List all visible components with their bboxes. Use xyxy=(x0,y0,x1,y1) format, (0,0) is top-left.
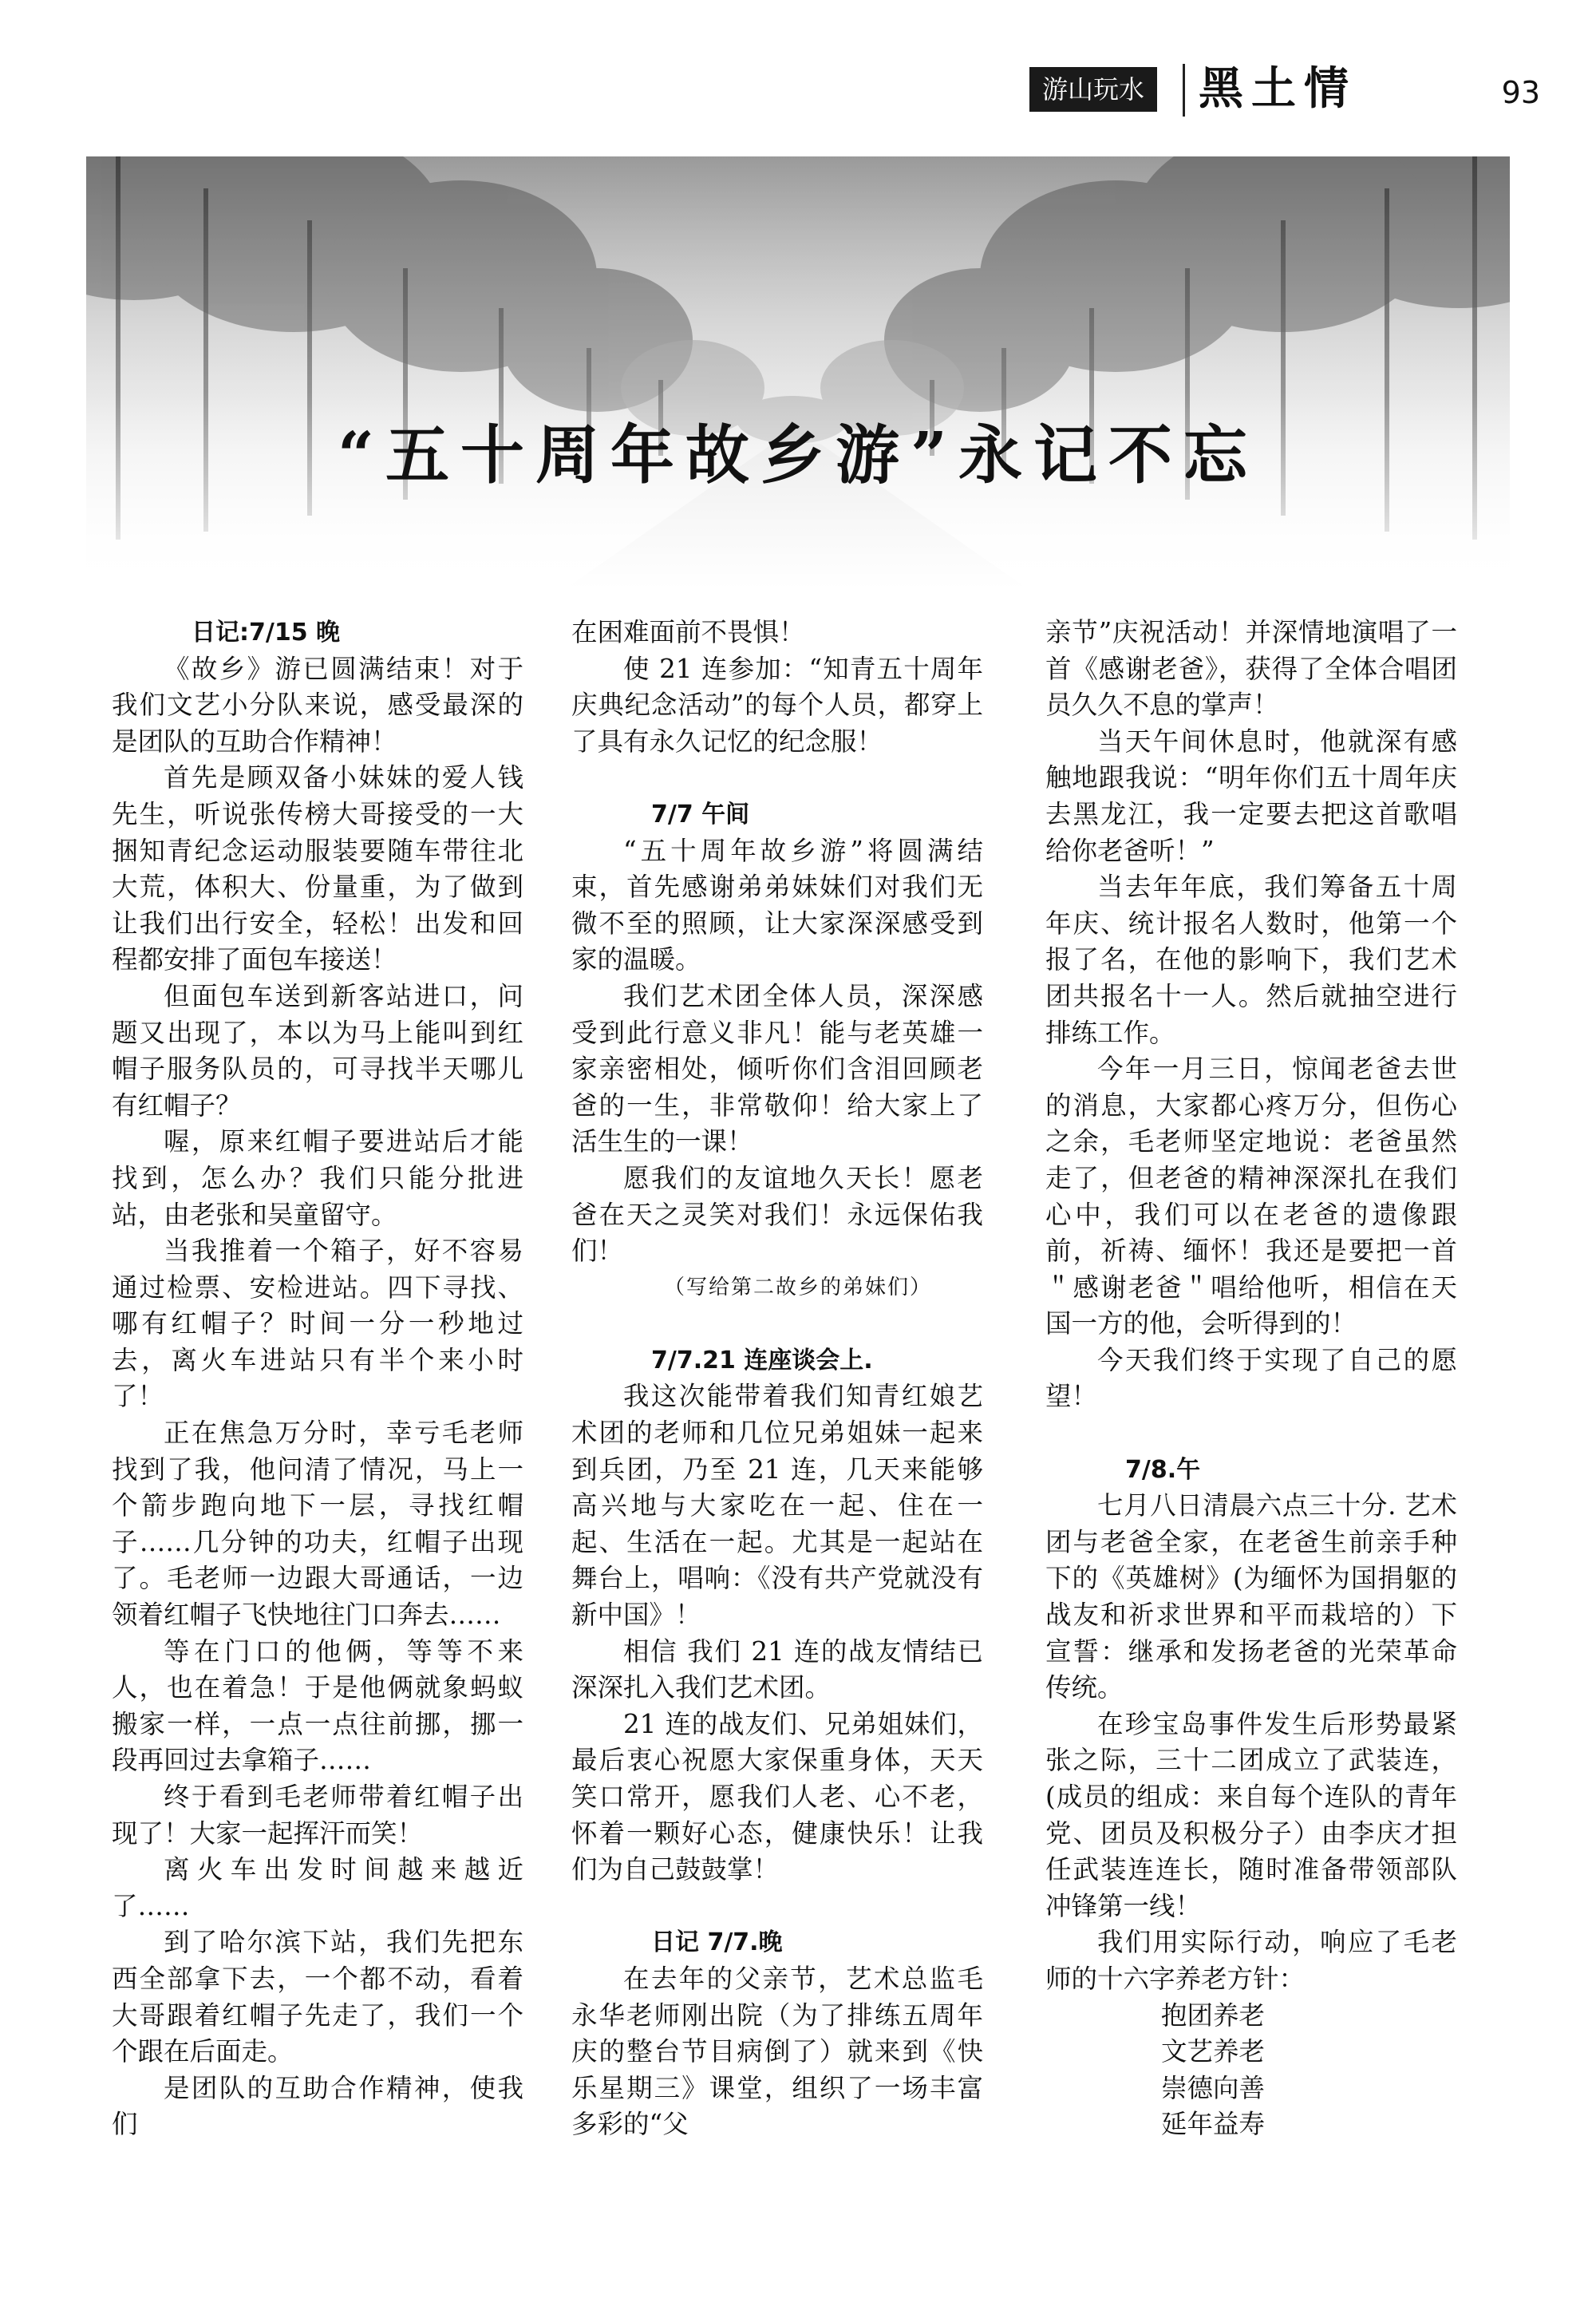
paragraph: 正在焦急万分时，幸亏毛老师找到了我，他问清了情况，马上一个箭步跑向地下一层，寻找红帽子……几分钟的功夫，红帽子出现了。毛老师一边跟大哥通话，一边领着红帽子飞快地往门口奔去…… xyxy=(112,1418,523,1631)
motto-line: 抱团养老 xyxy=(1161,1999,1266,2031)
paragraph: 愿我们的友谊地久天长！愿老爸在天之灵笑对我们！永远保佑我们！ xyxy=(571,1162,983,1267)
paragraph: “五十周年故乡游”将圆满结束，首先感谢弟弟妹妹们对我们无微不至的照顾，让大家深深感受到家的温暖。 xyxy=(571,835,983,975)
motto-line: 崇德向善 xyxy=(1161,2072,1266,2103)
signature-line: （写给第二故乡的弟妹们） xyxy=(663,1275,932,1299)
paragraph: 今年一月三日，惊闻老爸去世的消息，大家都心疼万分，但伤心之余，毛老师坚定地说：老爸虽然走了，但老爸的精神深深扎在我们心中，我们可以在老爸的遗像跟前，祈祷、缅怀！我还是要把一首＂感谢老爸＂唱给他听，相信在天国一方的他，会听得到的！ xyxy=(1045,1054,1457,1339)
paragraph: 我们艺术团全体人员，深深感受到此行意义非凡！能与老英雄一家亲密相处，倾听你们含泪回顾老爸的一生，非常敬仰！给大家上了活生生的一课！ xyxy=(571,980,983,1157)
article-column-3 xyxy=(1045,615,1457,2143)
motto-line: 延年益寿 xyxy=(1161,2109,1266,2140)
paragraph: 到了哈尔滨下站，我们先把东西全部拿下去，一个都不动，看着大哥跟着红帽子先走了，我们一个个跟在后面走。 xyxy=(112,1927,523,2067)
paragraph: 在珍宝岛事件发生后形势最紧张之际，三十二团成立了武装连，(成员的组成：来自每个连队的青年党、团员及积极分子）由李庆才担任武装连连长，随时准备带领部队冲锋第一线！ xyxy=(1045,1708,1457,1921)
paragraph: 《故乡》游已圆满结束！对于我们文艺小分队来说，感受最深的是团队的互助合作精神！ xyxy=(112,653,523,757)
paragraph-continued: 在困难面前不畏惧！ xyxy=(571,617,805,647)
tree-lined-road-illustration xyxy=(86,156,1510,589)
paragraph: 我这次能带着我们知青红娘艺术团的老师和几位兄弟姐妹一起来到兵团，乃至 21 连，几天来能够高兴地与大家吃在一起、住在一起、生活在一起。尤其是一起站在舞台上，唱响：《没有共产党就没有新中国》！ xyxy=(571,1381,983,1631)
diary-entry-heading: 7/8.午 xyxy=(1125,1455,1201,1484)
paragraph-spacer xyxy=(1045,1415,1457,1452)
paragraph: 今天我们终于实现了自己的愿望！ xyxy=(1045,1344,1457,1412)
page-number: 93 xyxy=(1501,75,1540,110)
magazine-name: 黑土情 xyxy=(1199,62,1357,115)
paragraph: 当我推着一个箱子，好不容易通过检票、安检进站。四下寻找、哪有红帽子？时间一分一秒地过去，离火车进站只有半个来小时了！ xyxy=(112,1236,523,1412)
paragraph-spacer xyxy=(571,760,983,797)
page-header xyxy=(1029,64,1540,120)
diary-entry-heading: 7/7.21 连座谈会上. xyxy=(651,1346,873,1375)
paragraph-spacer xyxy=(571,1889,983,1925)
paragraph: 是团队的互助合作精神，使我们 xyxy=(112,2072,523,2140)
article-column-2 xyxy=(571,615,983,2143)
paragraph: 喔，原来红帽子要进站后才能找到，怎么办？我们只能分批进站，由老张和吴童留守。 xyxy=(112,1126,523,1230)
paragraph: 当天午间休息时，他就深有感触地跟我说：“明年你们五十周年庆去黑龙江，我一定要去把这首歌唱给你老爸听！” xyxy=(1045,726,1457,866)
article-title: “五十周年故乡游”永记不忘 xyxy=(337,417,1259,492)
paragraph: 七月八日清晨六点三十分. 艺术团与老爸全家，在老爸生前亲手种下的《英雄树》(为缅怀为国捐躯的战友和祈求世界和平而栽培的）下宣誓：继承和发扬老爸的光荣革命传统。 xyxy=(1045,1490,1457,1703)
paragraph: 相信 我们 21 连的战友情结已深深扎入我们艺术团。 xyxy=(571,1636,983,1703)
paragraph: 但面包车送到新客站进口，问题又出现了，本以为马上能叫到红帽子服务队员的，可寻找半天哪儿有红帽子？ xyxy=(112,980,523,1121)
paragraph: 使 21 连参加：“知青五十周年庆典纪念活动”的每个人员，都穿上了具有永久记忆的纪念服！ xyxy=(571,653,983,757)
paragraph: 21 连的战友们、兄弟姐妹们，最后衷心祝愿大家保重身体，天天笑口常开，愿我们人老、心不老，怀着一颗好心态，健康快乐！让我们为自己鼓鼓掌！ xyxy=(571,1708,983,1885)
motto-line: 文艺养老 xyxy=(1161,2036,1266,2067)
paragraph: 离火车出发时间越来越近了…… xyxy=(112,1854,523,1921)
paragraph: 首先是顾双备小妹妹的爱人钱先生，听说张传榜大哥接受的一大捆知青纪念运动服装要随车带往北大荒，体积大、份量重，为了做到让我们出行安全，轻松！出发和回程都安排了面包车接送！ xyxy=(112,762,523,975)
banner-photo xyxy=(86,156,1510,589)
diary-entry-heading: 7/7 午间 xyxy=(651,800,750,829)
diary-entry-heading: 日记 7/7.晚 xyxy=(651,1928,783,1957)
diary-entry-heading: 日记:7/15 晚 xyxy=(192,619,341,647)
paragraph: 等在门口的他俩，等等不来人，也在着急！于是他俩就象蚂蚁搬家一样，一点一点往前挪，挪一段再回过去拿箱子…… xyxy=(112,1636,523,1776)
paragraph: 当去年年底，我们筹备五十周年庆、统计报名人数时，他第一个报了名，在他的影响下，我们艺术团共报名十一人。然后就抽空进行排练工作。 xyxy=(1045,872,1457,1048)
paragraph-continued: 亲节”庆祝活动！并深情地演唱了一首《感谢老爸》，获得了全体合唱团员久久不息的掌声！ xyxy=(1045,617,1457,721)
article-column-1 xyxy=(112,615,523,2143)
paragraph-spacer xyxy=(571,1306,983,1343)
paragraph: 我们用实际行动，响应了毛老师的十六字养老方针： xyxy=(1045,1927,1457,1994)
section-tag: 游山玩水 xyxy=(1029,67,1157,112)
paragraph: 终于看到毛老师带着红帽子出现了！大家一起挥汗而笑！ xyxy=(112,1782,523,1849)
header-divider xyxy=(1183,64,1185,117)
paragraph: 在去年的父亲节，艺术总监毛永华老师刚出院（为了排练五周年庆的整台节目病倒了）就来到《快乐星期三》课堂，组织了一场丰富多彩的“父 xyxy=(571,1963,983,2140)
